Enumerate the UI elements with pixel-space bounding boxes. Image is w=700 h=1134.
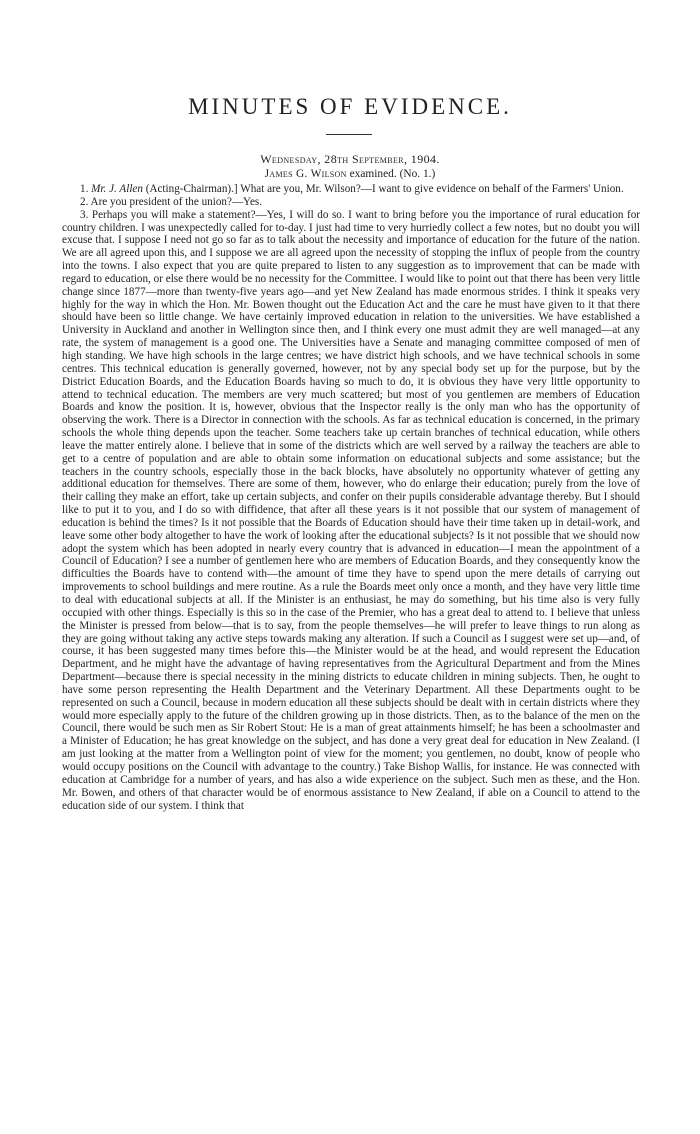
question-number: 2. [80, 195, 89, 208]
question-paragraph [62, 183, 640, 196]
question-number: 1. [80, 183, 89, 195]
question-number: 3. [80, 208, 89, 221]
question-text: Perhaps you will make a statement?—Yes, I will do so. I want to bring before you the importance of rural education for country children. I was unexpectedly called for to-day. I just had time to very hurriedly collect a few notes, but no doubt you will excuse that. I suppose I need not go so far as to talk about the necessity and importance of education for the future of the nation. We are all agreed upon this, and I suppose we are all agreed upon the necessity of stopping the influx of people from the country into the towns. I also expect that you are quite prepared to listen to any suggestion as to improvement that can be made with regard to education, or else there would be no necessity for the Committee. I would like to point out that there has been very little change since 1877—more than twenty-five years ago—and yet New Zealand has made enormous strides. I think it speaks very highly for the way in which the Hon. Mr. Bowen thought out the Education Act and the care he must have given to it that there should have been so little change. We have certainly improved education in relation to the universities. We have established a University in Auckland and another in Wellington since then, and I think every one must admit they are well managed—at any rate, the system of management is a good one. The Universities have a Senate and managing committee composed of men of high standing. We have high schools in the large centres; we have district high schools, and we have technical schools in some centres. This technical education is generally governed, however, not by any special body set up for the purpose, but by the District Education Boards, and the Education Boards having so much to do, it is obvious they have very little opportunity to attend to technical education. The members are very much scattered; but most of you gentlemen are members of Education Boards and know the position. It is, however, obvious that the Inspector really is the only man who has the opportunity of observing the work. There is a Director in connection with the schools. As far as technical education is concerned, in the primary schools the whole thing depends upon the teacher. Some teachers take up certain branches of technical education, while others leave the matter entirely alone. I believe that in some of the districts which are well served by a railway the teachers are able to get to a centre of population and are able to obtain some information on educational subjects and some assistance; but the teachers in the country schools, especially those in the back blocks, have absolutely no opportunity whatever of getting any additional education for themselves. There are some of them, however, who do enlarge their education; purely from the love of their calling they make an effort, take up certain subjects, and confer on their pupils considerable advantage thereby. But I should like to put it to you, and I do so with diffidence, that after all these years is it not possible that our system of management of education is behind the times? Is it not possible that the Boards of Education should have their time taken up in detail-work, and leave some other body altogether to have the work of looking after the educational subjects? Is it not possible that we should now adopt the system which has been adopted in nearly every country that is advanced in education—I mean the appointment of a Council of Education? I see a number of gentlemen here who are members of Education Boards, and they consequently know the difficulties the Boards have to contend with—the amount of time they have to spend upon the mere details of carrying out improvements to school buildings and mere routine. As a rule the Boards meet only once a month, and they have very little time to deal with educational subjects at all. If the Minister is an enthusiast, he may do something, but his time also is very fully occupied with other things. Especially is this so in the case of the Premier, who has a great deal to attend to. I believe that unless the Minister is pressed from below—that is to say, from the people themselves—he will prefer to leave things to run along as they are going without taking any active steps towards making any alteration. If such a Council as I suggest were set up—and, of course, it has been suggested many times before this—the Minister would be at the head, and would represent the Education Department, and he might have the advantage of having representatives from the Agricultural Department and from the Mines Department—because there is special necessity in the mining districts to educate children in mining subjects. Then, he ought to have some person representing the Health Department and the Veterinary Department. All these Departments ought to be represented on such a Council, because in modern education all these subjects should be dealt with in certain districts where they would more especially apply to the future of the children growing up in those districts. Then, as to the balance of the men on the Council, there would be such men as Sir Robert Stout: He is a man of great attainments himself; he has been a schoolmaster and a Minister of Education; he has great knowledge on the subject, and has done a very great deal for education in New Zealand. (I am just looking at the matter from a Wellington point of view for the moment; you gentlemen, no doubt, know of people who would occupy positions on the Council with advantage to the country.) Take Bishop Wallis, for instance. He was connected with education at Cambridge for a number of years, and has also a wide experience on the subject. Such men as these, and the Hon. Mr. Bowen, and others of that character would be of enormous assistance to New Zealand, if able on a Council to attend to the education side of our system. I think that [62, 208, 640, 812]
question-speaker: Mr. J. Allen [91, 183, 143, 195]
session-date: Wednesday, 28th September, 1904. [260, 152, 440, 166]
witness-name: James G. Wilson [264, 168, 347, 180]
witness-line [0, 168, 700, 180]
evidence-body [62, 183, 640, 812]
witness-number: (No. 1.) [399, 168, 436, 180]
page-title: MINUTES OF EVIDENCE. [188, 94, 512, 119]
question-paragraph [62, 209, 640, 813]
witness-status: examined. [349, 168, 397, 180]
question-paragraph [62, 196, 640, 209]
question-text: Are you president of the union?—Yes. [90, 195, 263, 208]
title-divider [326, 134, 372, 135]
question-text: (Acting-Chairman).] What are you, Mr. Wilson?—I want to give evidence on behalf of the Farmers' Union. [145, 183, 624, 195]
